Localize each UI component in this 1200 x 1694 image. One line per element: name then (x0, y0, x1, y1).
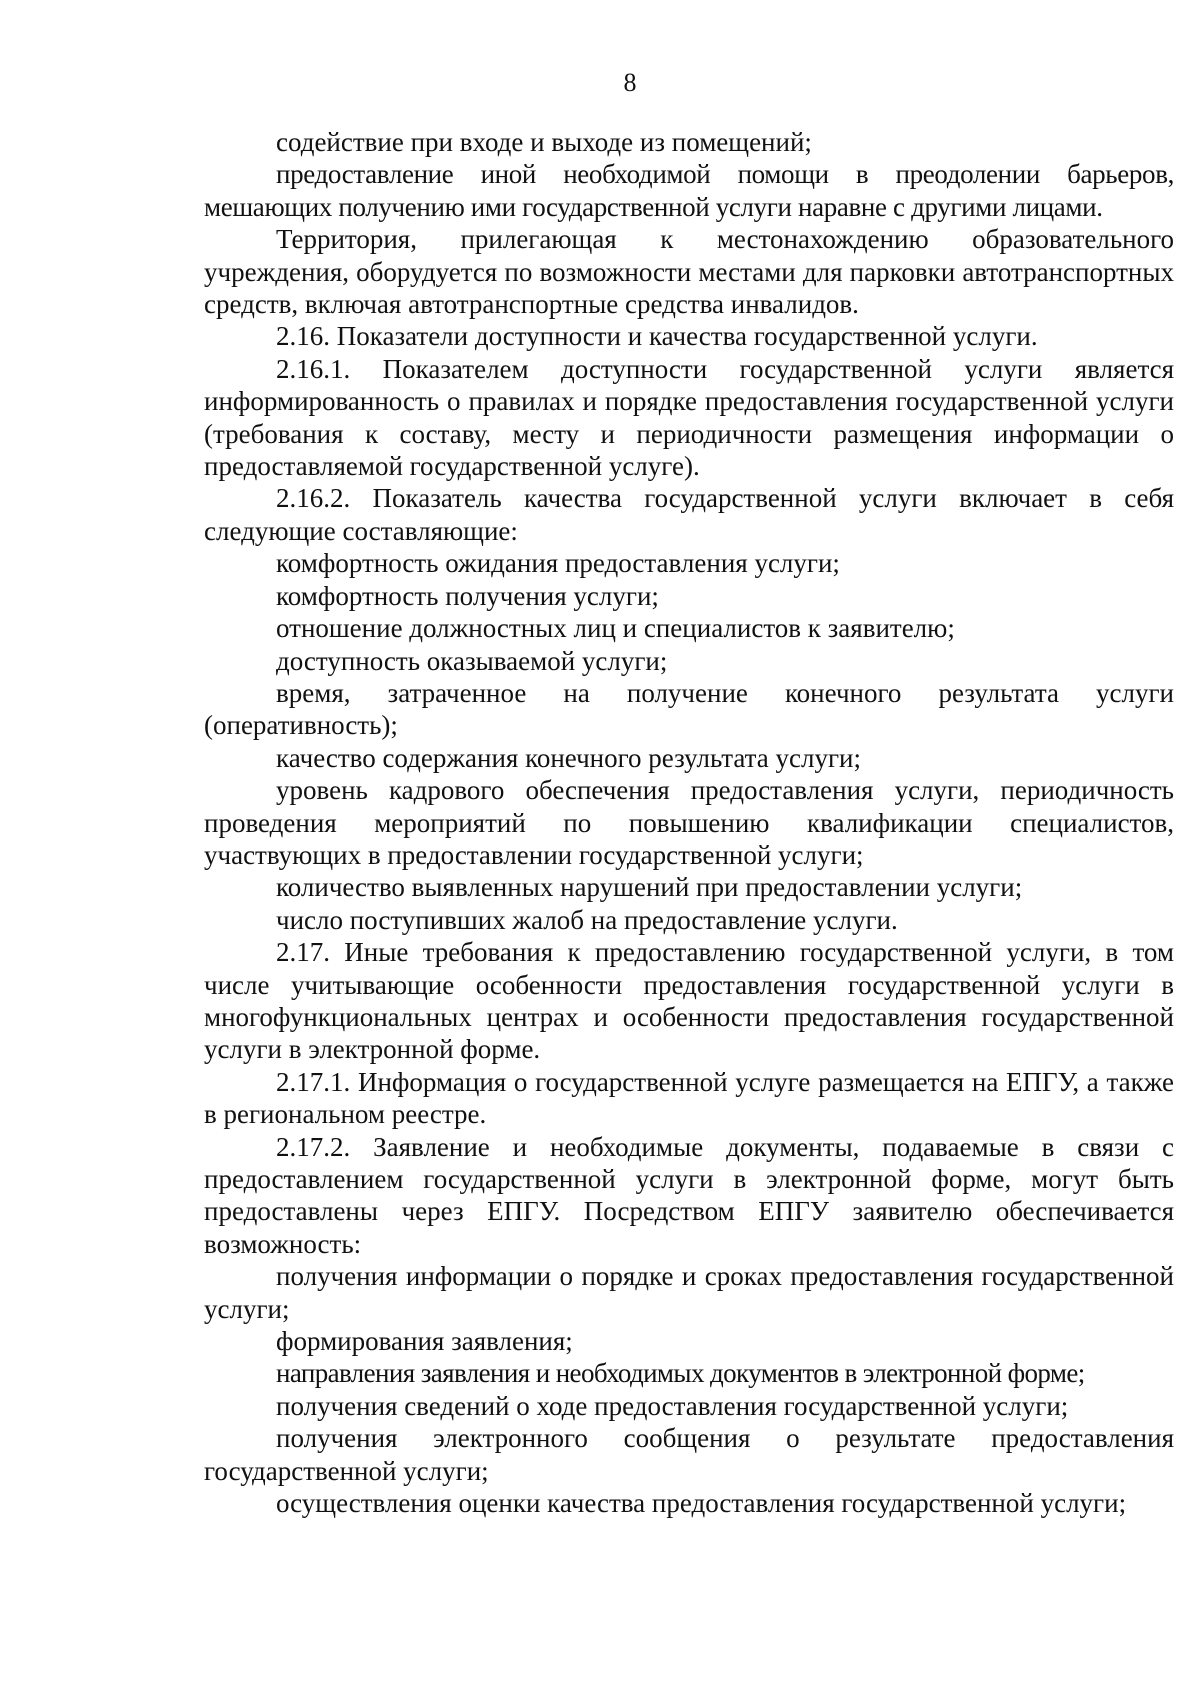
list-item-result-quality: качество содержания конечного результата услуги; (276, 742, 862, 773)
paragraph-other-assistance: предоставление иной необходимой помощи в преодолении барьеров, мешающих получению ими государственной услуги наравне с другими лицами. (204, 159, 1174, 222)
list-item-waiting-comfort: комфортность ожидания предоставления услуги; (276, 548, 840, 579)
list-item-timeliness: время, затраченное на получение конечного результата услуги (оперативность); (204, 677, 1174, 741)
paragraph-2-16-heading: 2.16. Показатели доступности и качества государственной услуги. (276, 321, 1038, 352)
list-item-documents-sending: направления заявления и необходимых документов в электронной форме; (276, 1358, 1085, 1389)
page-number: 8 (623, 68, 637, 97)
document-body (204, 126, 1174, 1519)
paragraph-entry-assistance: содействие при входе и выходе из помещений; (276, 127, 812, 157)
list-item-complaints-count: число поступивших жалоб на предоставление услуги. (276, 904, 898, 935)
list-item-violations-count: количество выявленных нарушений при предоставлении услуги; (276, 872, 1023, 903)
paragraph-2-17-1: 2.17.1. Информация о государственной услуге размещается на ЕПГУ, а также в региональном реестре. (204, 1066, 1174, 1130)
list-item-application-forming: формирования заявления; (276, 1326, 573, 1357)
list-item-progress-info: получения сведений о ходе предоставления государственной услуги; (276, 1390, 1069, 1421)
list-item-accessibility: доступность оказываемой услуги; (276, 645, 668, 676)
list-item-receiving-comfort: комфортность получения услуги; (276, 580, 659, 611)
list-item-staffing-level: уровень кадрового обеспечения предоставления услуги, периодичность проведения мероприятий по повышению квалификации специалистов, участвующих в предоставлении государственной услуги; (204, 775, 1174, 870)
list-item-quality-assessment: осуществления оценки качества предоставления государственной услуги; (276, 1488, 1127, 1519)
paragraph-2-17: 2.17. Иные требования к предоставлению государственной услуги, в том числе учитывающие особенности предоставления государственной услуги в многофункциональных центрах и особенности предоставления государственной услуги в электронной форме. (204, 937, 1174, 1065)
list-item-result-message: получения электронного сообщения о результате предоставления государственной услуги; (204, 1423, 1174, 1486)
paragraph-2-17-2: 2.17.2. Заявление и необходимые документы, подаваемые в связи с предоставлением государственной услуги в электронной форме, могут быть предоставлены через ЕПГУ. Посредством ЕПГУ заявителю обеспечивается возможность: (204, 1131, 1174, 1259)
paragraph-2-16-2: 2.16.2. Показатель качества государственной услуги включает в себя следующие составляющие: (204, 483, 1174, 546)
paragraph-parking-territory: Территория, прилегающая к местонахождению образовательного учреждения, оборудуется по возможности местами для парковки автотранспортных средств, включая автотранспортные средства инвалидов. (204, 224, 1174, 320)
list-item-info-receiving: получения информации о порядке и сроках предоставления государственной услуги; (204, 1261, 1174, 1324)
paragraph-2-16-1: 2.16.1. Показателем доступности государственной услуги является информированность о правилах и порядке предоставления государственной услуги (требования к составу, месту и периодичности размещения информации о предоставляемой государственной услуге). (204, 353, 1174, 482)
list-item-staff-attitude: отношение должностных лиц и специалистов к заявителю; (276, 613, 955, 644)
